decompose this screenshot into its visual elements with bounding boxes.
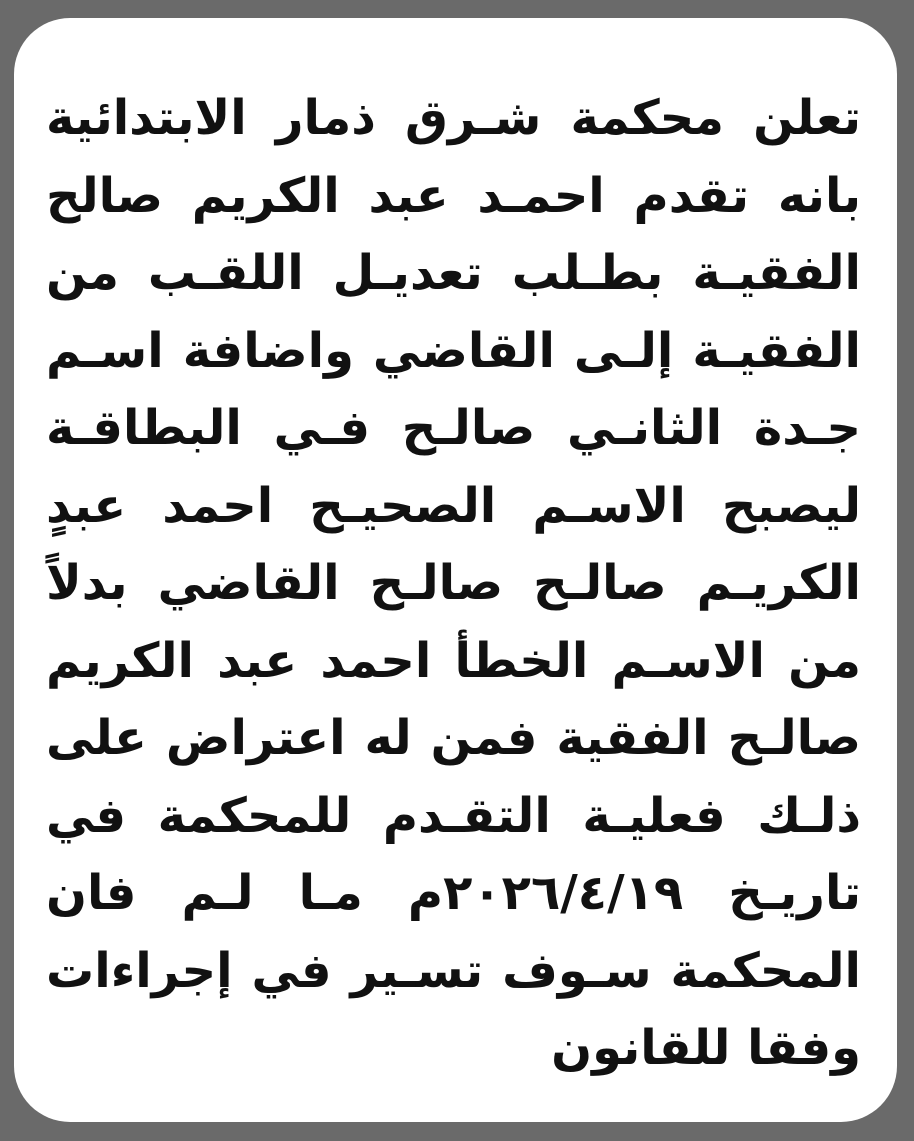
- notice-line: [44, 545, 861, 623]
- notice-line: [44, 700, 861, 778]
- notice-line: [44, 158, 861, 236]
- notice-body: [44, 80, 861, 1088]
- notice-line: [44, 80, 861, 158]
- notice-line-text: تاريـخ ٢٠٢٦/٤/١٩م مـا لـم فان: [45, 865, 861, 921]
- notice-line-last: [44, 1010, 861, 1088]
- notice-line: [44, 313, 861, 391]
- notice-line-text: تعلن محكمة شـرق ذمار الابتدائية: [46, 90, 861, 146]
- notice-line-text: ذلـك فعليـة التقـدم للمحكمة في: [46, 787, 861, 844]
- notice-line-text: من الاسـم الخطأ احمد عبد الكريم: [46, 632, 861, 689]
- notice-line: [44, 390, 861, 468]
- notice-card: [14, 18, 897, 1122]
- notice-line: [44, 778, 861, 856]
- notice-line-text: جـدة الثانـي صالـح فـي البطاقـة: [46, 400, 861, 456]
- notice-line: [44, 468, 861, 546]
- notice-line-text: المحكمة سـوف تسـير في إجراءات: [46, 942, 861, 999]
- notice-line: [44, 623, 861, 701]
- notice-line-text: صالـح الفقية فمن له اعتراض على: [46, 710, 861, 766]
- notice-line: [44, 235, 861, 313]
- notice-line-text: ليصبح الاسـم الصحيـح احمد عبدٍ: [46, 477, 861, 534]
- notice-line-text: الفقيـة إلـى القاضي واضافة اسـم: [46, 322, 861, 379]
- notice-line: [44, 855, 861, 933]
- notice-line-text: الفقيـة بطـلب تعديـل اللقـب من: [46, 245, 861, 301]
- notice-line-text: وفقا للقانون: [551, 1020, 861, 1076]
- notice-line-text: بانه تقدم احمـد عبد الكريم صالح: [46, 167, 861, 224]
- notice-line: [44, 933, 861, 1011]
- notice-line-text: الكريـم صالـح صالـح القاضي بدلاً: [46, 555, 861, 611]
